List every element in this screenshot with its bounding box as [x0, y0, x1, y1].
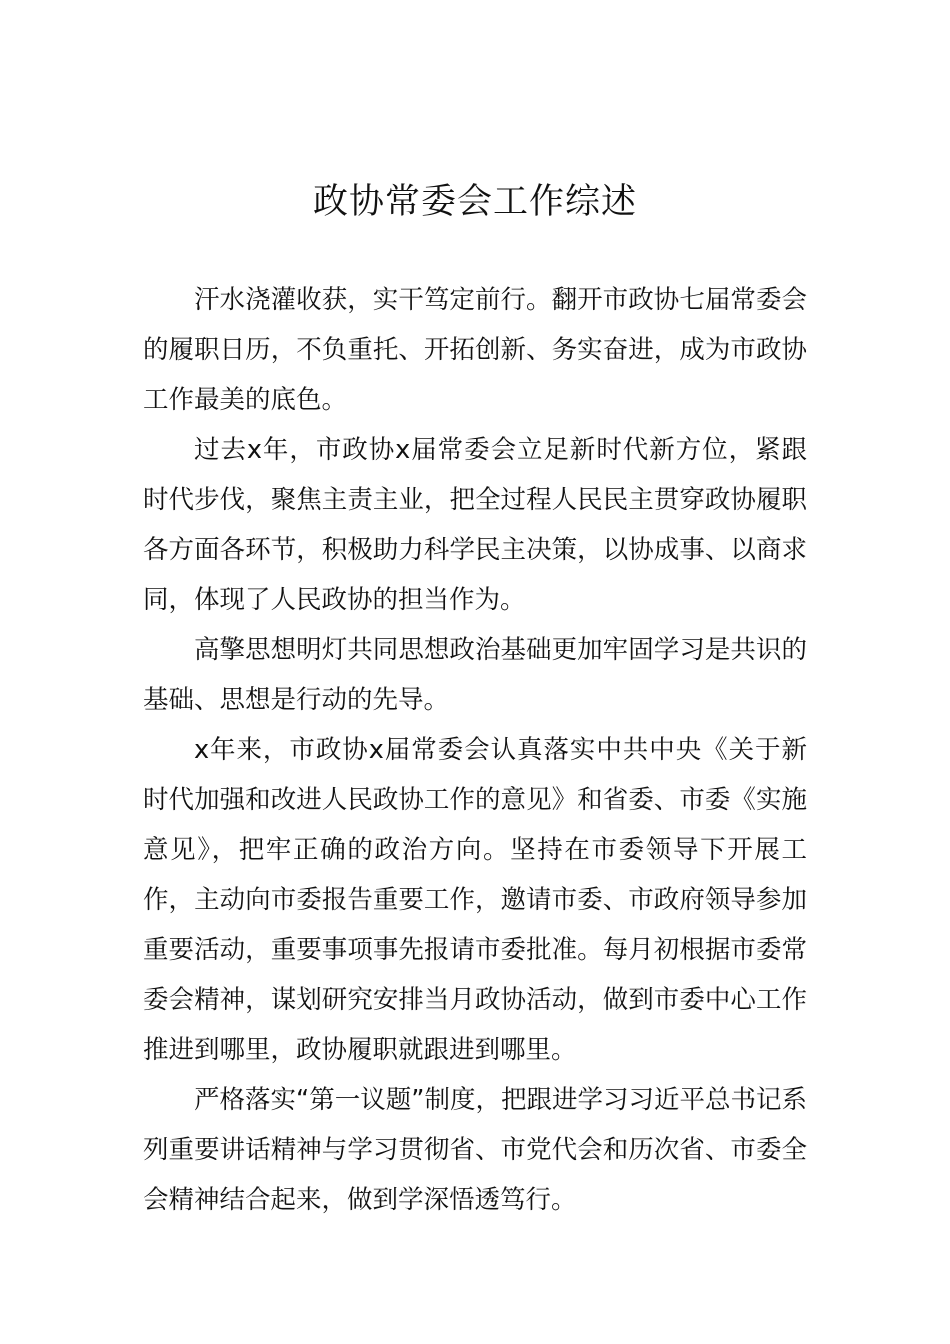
document-body [143, 275, 807, 1225]
document-title: 政协常委会工作综述 [312, 182, 637, 222]
paragraph: 过去x年，市政协x届常委会立足新时代新方位，紧跟时代步伐，聚焦主责主业，把全过程人民民主贯穿政协履职各方面各环节，积极助力科学民主决策，以协成事、以商求同，体现了人民政协的担当作为。 [143, 435, 807, 615]
paragraph: x年来，市政协x届常委会认真落实中共中央《关于新时代加强和改进人民政协工作的意见》和省委、市委《实施意见》，把牢正确的政治方向。坚持在市委领导下开展工作，主动向市委报告重要工作，邀请市委、市政府领导参加重要活动，重要事项事先报请市委批准。每月初根据市委常委会精神，谋划研究安排当月政协活动，做到市委中心工作推进到哪里，政协履职就跟进到哪里。 [143, 735, 807, 1065]
paragraph: 汗水浇灌收获，实干笃定前行。翻开市政协七届常委会的履职日历，不负重托、开拓创新、务实奋进，成为市政协工作最美的底色。 [143, 285, 807, 415]
paragraph: 严格落实“第一议题”制度，把跟进学习习近平总书记系列重要讲话精神与学习贯彻省、市党代会和历次省、市委全会精神结合起来，做到学深悟透笃行。 [143, 1085, 807, 1215]
paragraph: 高擎思想明灯共同思想政治基础更加牢固学习是共识的基础、思想是行动的先导。 [143, 635, 807, 715]
